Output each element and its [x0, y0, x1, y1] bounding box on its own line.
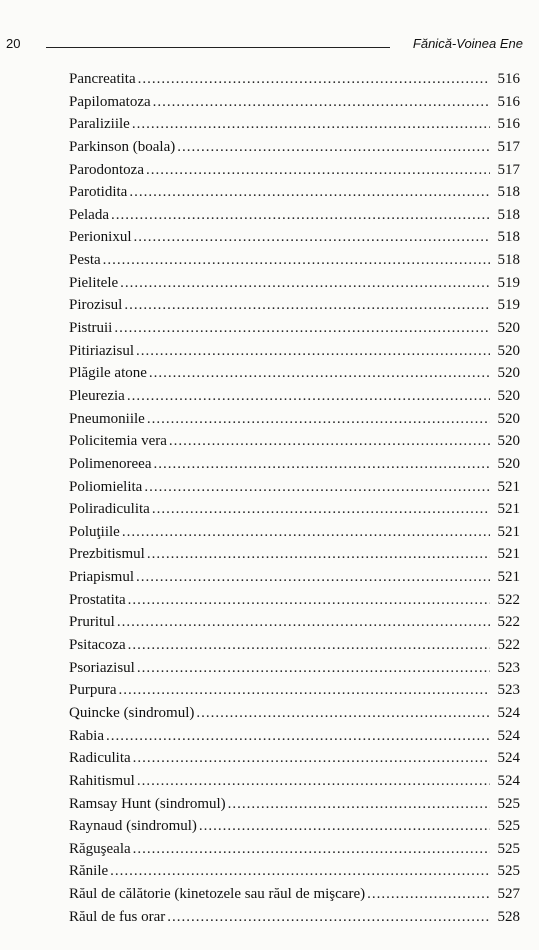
- toc-entry-page: 517: [497, 161, 520, 178]
- toc-entry: [69, 860, 520, 883]
- toc-entry-page: 524: [497, 750, 520, 767]
- toc-entry: [69, 181, 520, 204]
- toc-entry-page: 520: [497, 455, 520, 472]
- toc-entry: [69, 113, 520, 136]
- toc-entry: [69, 747, 520, 770]
- dot-leader: [128, 634, 490, 657]
- toc-entry-page: 516: [497, 71, 520, 87]
- toc-entry: [69, 815, 520, 838]
- toc-entry-page: 520: [497, 320, 520, 337]
- table-of-contents: [69, 68, 520, 928]
- dot-leader: [129, 181, 490, 204]
- page-header: [0, 34, 539, 54]
- dot-leader: [196, 702, 490, 725]
- toc-entry-page: 522: [497, 637, 520, 654]
- toc-entry: [69, 702, 520, 725]
- toc-entry-page: 521: [497, 478, 520, 495]
- dot-leader: [103, 249, 490, 272]
- toc-entry: [69, 679, 520, 702]
- toc-entry: [69, 430, 520, 453]
- toc-entry-title: Poluţiile: [69, 523, 120, 540]
- toc-entry-title: Paraliziile: [69, 116, 130, 133]
- toc-entry-page: 520: [497, 365, 520, 382]
- toc-entry-page: 521: [497, 569, 520, 586]
- toc-entry: [69, 294, 520, 317]
- dot-leader: [147, 543, 490, 566]
- toc-entry: [69, 793, 520, 816]
- dot-leader: [124, 294, 490, 317]
- toc-entry: [69, 249, 520, 272]
- toc-entry-title: Pancreatita: [69, 71, 136, 87]
- dot-leader: [106, 725, 490, 748]
- dot-leader: [137, 770, 490, 793]
- toc-entry-title: Raynaud (sindromul): [69, 818, 197, 835]
- dot-leader: [110, 860, 490, 883]
- toc-entry: [69, 68, 520, 91]
- toc-entry: [69, 159, 520, 182]
- toc-entry-page: 518: [497, 252, 520, 269]
- toc-entry-title: Răul de fus orar: [69, 908, 166, 925]
- toc-entry: [69, 136, 520, 159]
- toc-entry-title: Răul de călătorie (kinetozele sau răul de mişcare): [69, 886, 366, 903]
- toc-entry-title: Ramsay Hunt (sindromul): [69, 795, 226, 812]
- toc-entry-title: Pirozisul: [69, 297, 123, 314]
- toc-entry-page: 520: [497, 410, 520, 427]
- toc-entry-title: Rabia: [69, 727, 104, 744]
- toc-entry-title: Parkinson (boala): [69, 138, 176, 155]
- toc-entry-page: 516: [497, 116, 520, 133]
- toc-entry-page: 523: [497, 659, 520, 676]
- dot-leader: [199, 815, 490, 838]
- toc-entry-page: 523: [497, 682, 520, 699]
- toc-entry: [69, 91, 520, 114]
- toc-entry: [69, 498, 520, 521]
- dot-leader: [144, 476, 490, 499]
- dot-leader: [119, 679, 491, 702]
- toc-entry-title: Pesta: [69, 252, 101, 269]
- toc-entry-title: Pneumoniile: [69, 410, 145, 427]
- toc-entry-page: 516: [497, 93, 520, 110]
- toc-entry-page: 525: [497, 863, 520, 880]
- toc-entry-title: Pistruii: [69, 320, 113, 337]
- toc-entry: [69, 453, 520, 476]
- toc-entry-title: Purpura: [69, 682, 117, 699]
- toc-entry-title: Prostatita: [69, 591, 126, 608]
- toc-entry: [69, 272, 520, 295]
- toc-entry-page: 521: [497, 501, 520, 518]
- dot-leader: [228, 793, 490, 816]
- toc-entry: [69, 340, 520, 363]
- toc-entry-title: Răguşeala: [69, 840, 131, 857]
- toc-entry-title: Radiculita: [69, 750, 131, 767]
- dot-leader: [134, 226, 491, 249]
- toc-entry-title: Polimenoreea: [69, 455, 152, 472]
- dot-leader: [117, 611, 490, 634]
- toc-entry-title: Rănile: [69, 863, 109, 880]
- toc-entry-page: 525: [497, 818, 520, 835]
- dot-leader: [153, 91, 490, 114]
- toc-entry-page: 527: [497, 886, 520, 903]
- toc-entry-page: 519: [497, 274, 520, 291]
- dot-leader: [137, 657, 490, 680]
- dot-leader: [133, 747, 490, 770]
- toc-entry-title: Poliomielita: [69, 478, 143, 495]
- toc-entry: [69, 725, 520, 748]
- toc-entry-page: 524: [497, 727, 520, 744]
- dot-leader: [120, 272, 490, 295]
- toc-entry-page: 524: [497, 772, 520, 789]
- toc-entry-page: 528: [497, 908, 520, 925]
- dot-leader: [149, 362, 490, 385]
- dot-leader: [127, 385, 490, 408]
- toc-entry: [69, 476, 520, 499]
- toc-entry-title: Poliradiculita: [69, 501, 150, 518]
- toc-entry: [69, 611, 520, 634]
- toc-entry-title: Psitacoza: [69, 637, 126, 654]
- toc-entry: [69, 589, 520, 612]
- toc-entry-page: 520: [497, 387, 520, 404]
- toc-entry-page: 522: [497, 591, 520, 608]
- dot-leader: [147, 408, 490, 431]
- toc-entry-page: 518: [497, 184, 520, 201]
- toc-entry: [69, 566, 520, 589]
- toc-entry-title: Pelada: [69, 206, 109, 223]
- dot-leader: [153, 453, 490, 476]
- dot-leader: [122, 521, 490, 544]
- dot-leader: [367, 883, 490, 906]
- toc-entry: [69, 906, 520, 929]
- toc-entry: [69, 362, 520, 385]
- dot-leader: [167, 906, 490, 929]
- toc-entry: [69, 521, 520, 544]
- toc-entry-page: 521: [497, 546, 520, 563]
- toc-entry-page: 522: [497, 614, 520, 631]
- page-number: 20: [6, 36, 21, 51]
- dot-leader: [136, 566, 490, 589]
- toc-entry-page: 520: [497, 342, 520, 359]
- toc-entry-title: Policitemia vera: [69, 433, 167, 450]
- toc-entry-title: Parodontoza: [69, 161, 144, 178]
- toc-entry-page: 519: [497, 297, 520, 314]
- toc-entry: [69, 385, 520, 408]
- toc-entry-title: Pitiriazisul: [69, 342, 134, 359]
- toc-entry-title: Pruritul: [69, 614, 115, 631]
- toc-entry-page: 520: [497, 433, 520, 450]
- toc-entry-page: 525: [497, 840, 520, 857]
- toc-entry-title: Pleurezia: [69, 387, 125, 404]
- dot-leader: [132, 113, 490, 136]
- toc-entry-page: 518: [497, 229, 520, 246]
- dot-leader: [177, 136, 490, 159]
- toc-entry-page: 518: [497, 206, 520, 223]
- dot-leader: [136, 340, 490, 363]
- toc-entry: [69, 657, 520, 680]
- toc-entry: [69, 408, 520, 431]
- toc-entry-page: 517: [497, 138, 520, 155]
- running-head: Fănică-Voinea Ene: [412, 36, 523, 51]
- toc-entry-title: Perionixul: [69, 229, 132, 246]
- toc-entry-title: Pielitele: [69, 274, 119, 291]
- toc-entry: [69, 317, 520, 340]
- toc-entry-page: 521: [497, 523, 520, 540]
- dot-leader: [146, 159, 490, 182]
- toc-entry: [69, 226, 520, 249]
- toc-entry-title: Parotidita: [69, 184, 128, 201]
- dot-leader: [133, 838, 490, 861]
- dot-leader: [138, 68, 490, 91]
- dot-leader: [111, 204, 490, 227]
- toc-entry: [69, 883, 520, 906]
- toc-entry: [69, 634, 520, 657]
- toc-entry-title: Rahitismul: [69, 772, 135, 789]
- dot-leader: [128, 589, 490, 612]
- toc-entry-title: Prezbitismul: [69, 546, 145, 563]
- toc-entry-title: Plăgile atone: [69, 365, 147, 382]
- header-rule: [46, 47, 390, 48]
- toc-entry-title: Psoriazisul: [69, 659, 135, 676]
- toc-entry: [69, 838, 520, 861]
- toc-entry-page: 525: [497, 795, 520, 812]
- toc-entry-title: Priapismul: [69, 569, 135, 586]
- toc-entry: [69, 770, 520, 793]
- toc-entry-title: Quincke (sindromul): [69, 704, 195, 721]
- dot-leader: [169, 430, 490, 453]
- toc-entry-title: Papilomatoza: [69, 93, 151, 110]
- dot-leader: [114, 317, 490, 340]
- dot-leader: [152, 498, 490, 521]
- toc-entry: [69, 204, 520, 227]
- toc-entry-page: 524: [497, 704, 520, 721]
- toc-entry: [69, 543, 520, 566]
